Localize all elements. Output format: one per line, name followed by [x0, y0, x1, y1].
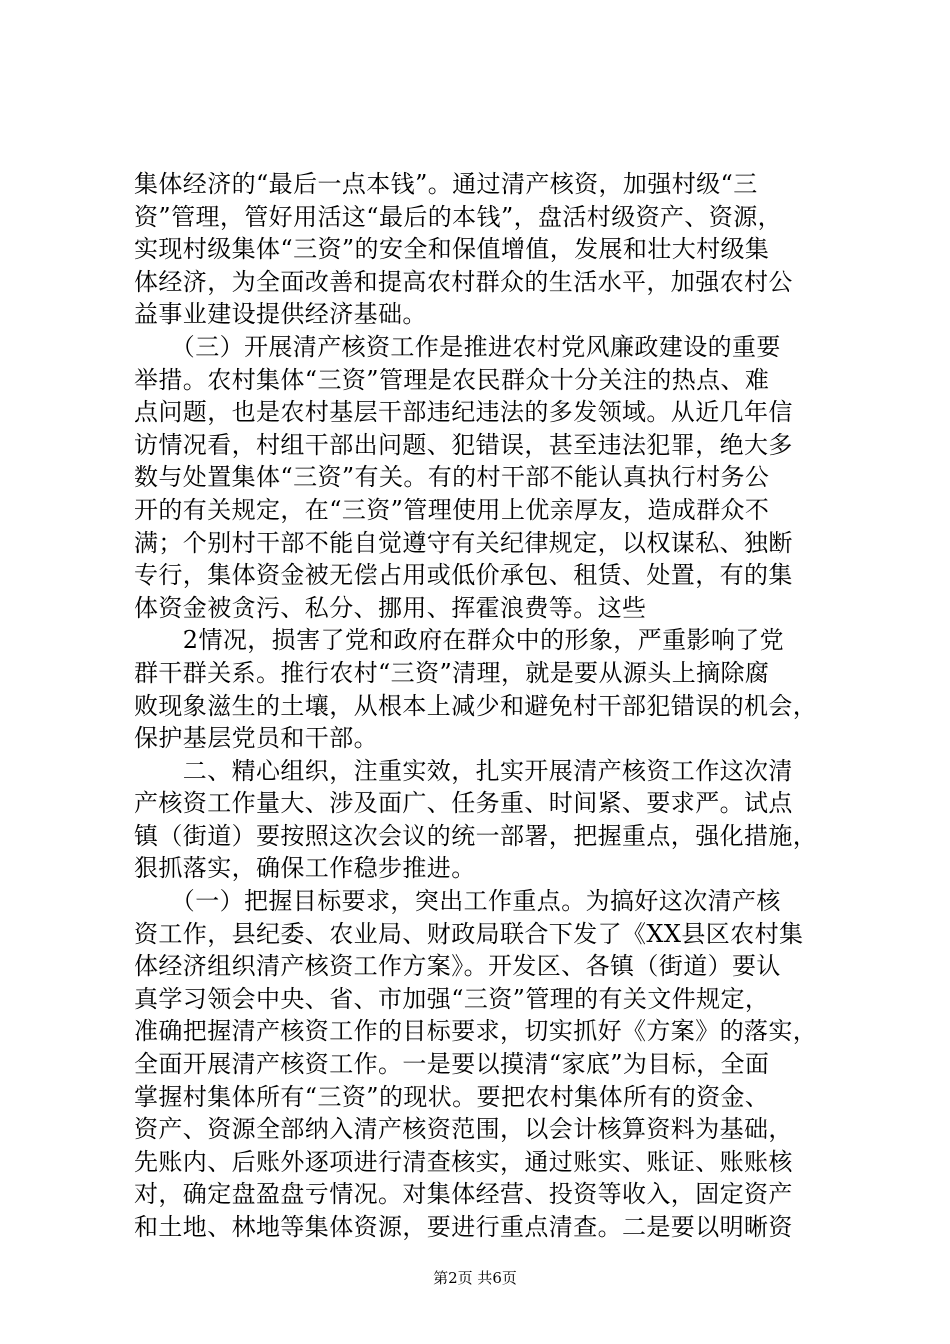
text-line: 和土地、林地等集体资源，要进行重点清查。二是要以明晰资	[134, 1213, 793, 1241]
text-line: 群干群关系。推行农村“三资”清理，就是要从源头上摘除腐	[134, 658, 770, 687]
text-line: 准确把握清产核资工作的目标要求，切实抓好《方案》的落实，	[134, 1017, 818, 1046]
text-line: 全面开展清产核资工作。一是要以摸清“家底”为目标，全面	[134, 1050, 770, 1079]
text-line: 资工作，县纪委、农业局、财政局联合下发了《XX县区农村集	[134, 919, 804, 948]
text-line: 保护基层党员和干部。	[134, 724, 378, 753]
text-line: 对，确定盘盈盘亏情况。对集体经营、投资等收入，固定资产	[134, 1180, 793, 1209]
text-line: 资”管理，管好用活这“最后的本钱”，盘活村级资产、资源，	[134, 202, 783, 231]
text-line: 实现村级集体“三资”的安全和保值增值，发展和壮大村级集	[134, 235, 770, 264]
text-line: 体经济组织清产核资工作方案》。开发区、各镇（街道）要认	[134, 952, 781, 981]
text-line: 数与处置集体“三资”有关。有的村干部不能认真执行村务公	[134, 463, 770, 492]
text-line: 狠抓落实，确保工作稳步推进。	[134, 854, 476, 883]
text-line: 真学习领会中央、省、市加强“三资”管理的有关文件规定，	[134, 984, 770, 1013]
text-line: 满；个别村干部不能自觉遵守有关纪律规定，以权谋私、独断	[134, 528, 793, 557]
text-line: 先账内、后账外逐项进行清查核实，通过账实、账证、账账核	[134, 1147, 793, 1176]
text-line: 资产、资源全部纳入清产核资范围，以会计核算资料为基础，	[134, 1115, 793, 1144]
page-footer: 第2页 共6页	[433, 1269, 517, 1287]
text-line: 开的有关规定，在“三资”管理使用上优亲厚友，造成群众不	[134, 495, 770, 524]
text-line: 二、精心组织，注重实效，扎实开展清产核资工作这次清	[134, 756, 793, 785]
text-line: 益事业建设提供经济基础。	[134, 300, 427, 329]
text-line: 产核资工作量大、涉及面广、任务重、时间紧、要求严。试点	[134, 789, 793, 818]
text-line: 掌握村集体所有“三资”的现状。要把农村集体所有的资金、	[134, 1082, 770, 1111]
body-text	[134, 168, 824, 1244]
text-line: 体资金被贪污、私分、挪用、挥霍浪费等。这些	[134, 593, 647, 622]
text-line: 专行，集体资金被无偿占用或低价承包、租赁、处置，有的集	[134, 561, 793, 590]
text-line: 败现象滋生的土壤，从根本上减少和避免村干部犯错误的机会，	[134, 691, 818, 720]
text-line: 举措。农村集体“三资”管理是农民群众十分关注的热点、难	[134, 365, 770, 394]
text-line: 2情况，损害了党和政府在群众中的形象，严重影响了党	[134, 626, 785, 655]
text-line: 镇（街道）要按照这次会议的统一部署，把握重点，强化措施，	[134, 821, 818, 850]
text-line: 访情况看，村组干部出问题、犯错误，甚至违法犯罪，绝大多	[134, 430, 793, 459]
text-line: （一）把握目标要求，突出工作重点。为搞好这次清产核	[134, 887, 781, 916]
text-line: （三）开展清产核资工作是推进农村党风廉政建设的重要	[134, 332, 781, 361]
text-line: 体经济，为全面改善和提高农村群众的生活水平，加强农村公	[134, 267, 793, 296]
text-line: 点问题，也是农村基层干部违纪违法的多发领域。从近几年信	[134, 398, 793, 427]
text-line: 集体经济的“最后一点本钱”。通过清产核资，加强村级“三	[134, 170, 758, 198]
